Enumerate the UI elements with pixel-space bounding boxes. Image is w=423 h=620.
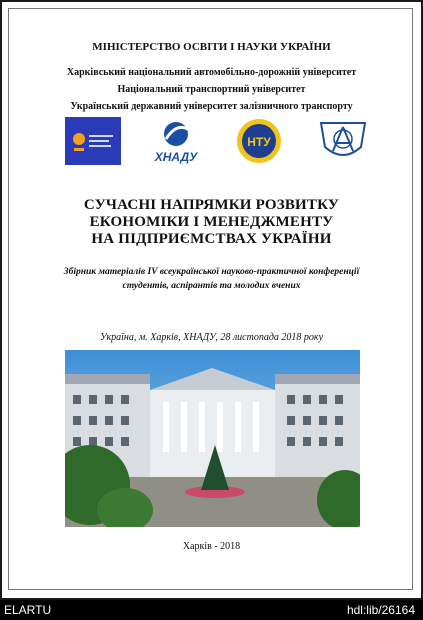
- footer-repository-name: ELARTU: [4, 603, 52, 617]
- conference-place-date: Україна, м. Харків, ХНАДУ, 28 листопада 2018 року: [99, 332, 324, 343]
- subtitle-line-1: Збірник матеріалів IV всеукраїнської науково-практичної конференції: [63, 267, 360, 277]
- title-line-3: НА ПІДПРИЄМСТВАХ УКРАЇНИ: [91, 231, 332, 247]
- ministry-heading: МІНІСТЕРСТВО ОСВІТИ І НАУКИ УКРАЇНИ: [92, 41, 331, 53]
- subtitle-line-2: студентів, аспірантів та молодих вчених: [122, 281, 301, 291]
- university-name-1: Харківський національний автомобільно-дорожній університет: [66, 67, 357, 78]
- university-name-2: Національний транспортний університет: [117, 84, 306, 95]
- title-line-2: ЕКОНОМІКИ І МЕНЕДЖМЕНТУ: [89, 214, 334, 230]
- city-year: Харків - 2018: [182, 541, 241, 552]
- university-emblem-icon: [148, 117, 204, 165]
- conference-logo-icon: [65, 117, 121, 165]
- footer-bar: [0, 600, 423, 620]
- logo-text-ntu: НТУ: [247, 135, 271, 149]
- logo-text-khnadu: ХНАДУ: [154, 150, 198, 164]
- document-page: [2, 2, 421, 598]
- ntu-emblem-icon: [231, 117, 287, 165]
- university-building-photo: [65, 350, 360, 527]
- ukrdazt-emblem-icon: [315, 117, 371, 165]
- university-name-3: Український державний університет залізничного транспорту: [70, 101, 353, 112]
- footer-handle-link[interactable]: hdl:lib/26164: [346, 603, 415, 617]
- title-line-1: СУЧАСНІ НАПРЯМКИ РОЗВИТКУ: [83, 197, 340, 213]
- logo-row: [2, 117, 421, 167]
